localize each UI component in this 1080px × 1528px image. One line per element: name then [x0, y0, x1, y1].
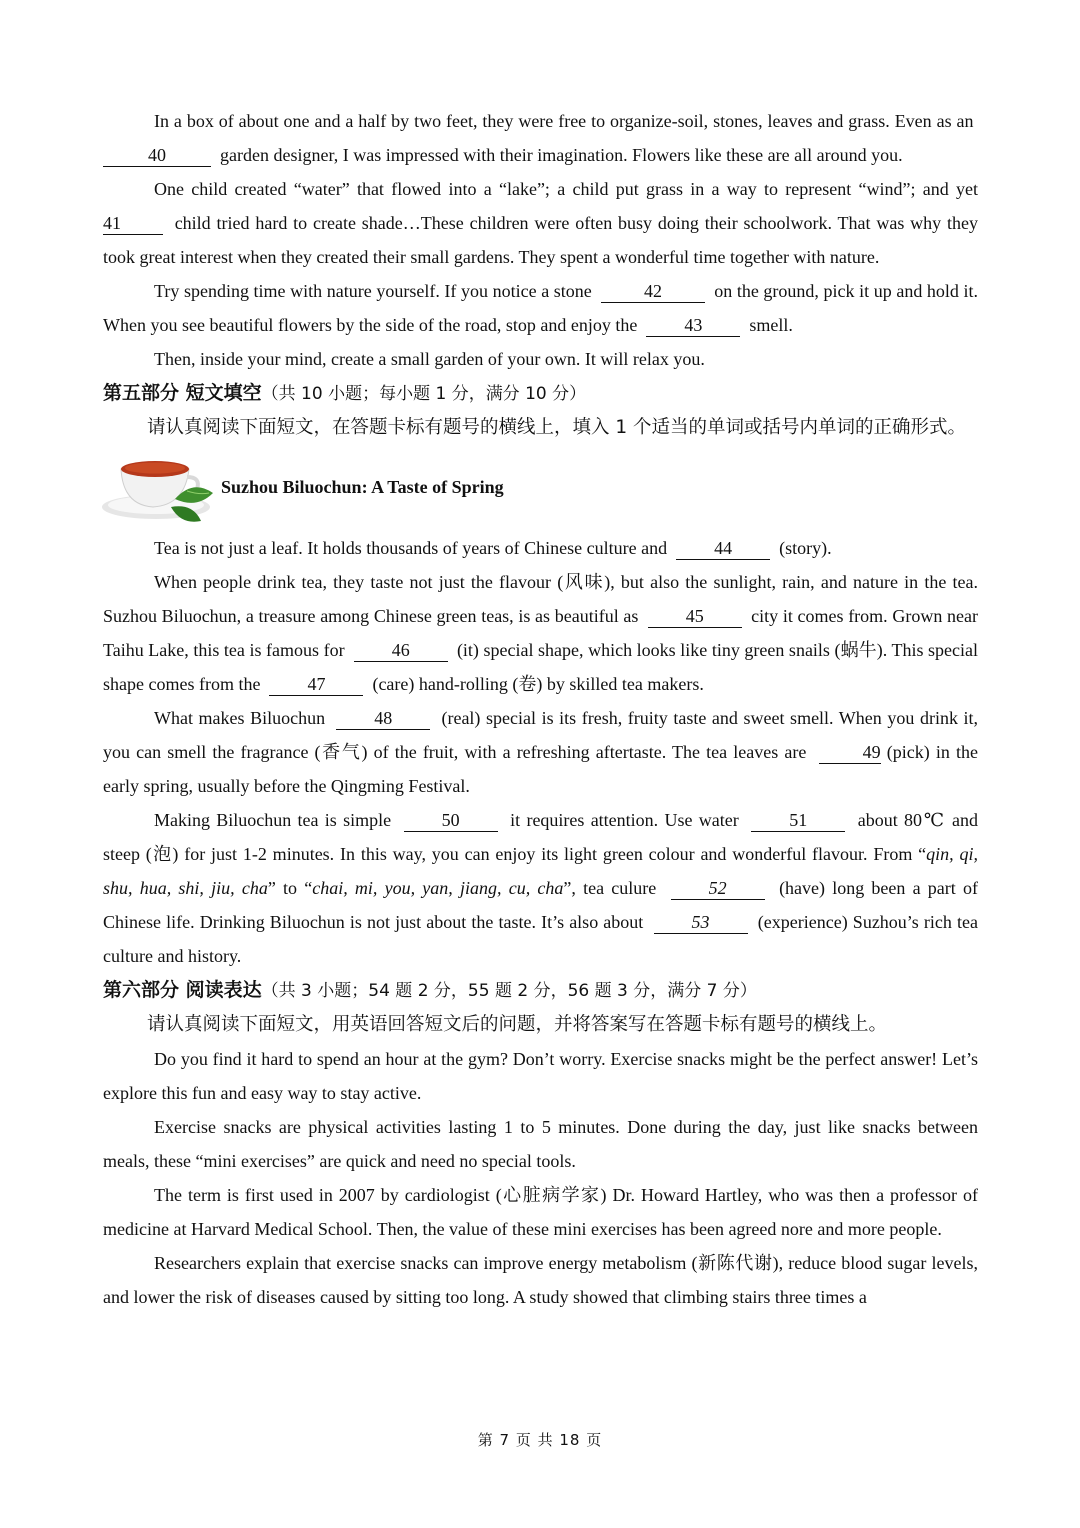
- section-5-heading: 第五部分 短文填空（共 10 小题；每小题 1 分，满分 10 分）: [103, 382, 587, 404]
- paragraph: Making Biluochun tea is simple 50 it requires attention. Use water 51 about 80℃ and steep (泡) for just 1-2 minutes. In this way, you can enjoy its light green colour and wonderful flavour. From “qin, qi, shu, hua, shi, jiu, cha” to “chai, mi, you, yan, jiang, cu, cha”, tea culure 52 (have) long been a part of Chinese life. Drinking Biluochun is not just about the taste. It’s also about 53 (experience) Suzhou’s rich tea culture and history.: [103, 810, 979, 966]
- paragraph: Then, inside your mind, create a small garden of your own. It will relax you.: [154, 349, 705, 369]
- blank-40: 40: [103, 144, 211, 167]
- paragraph: The term is first used in 2007 by cardiologist (心脏病学家) Dr. Howard Hartley, who was then a professor of medicine at Harvard Medical School. Then, the value of these mini exercises has been agreed nore and more people.: [103, 1185, 978, 1239]
- passage-header: [101, 447, 978, 527]
- page-footer: 第 7 页 共 18 页: [477, 1431, 603, 1449]
- paragraph: Exercise snacks are physical activities lasting 1 to 5 minutes. Done during the day, just like snacks between meals, these “mini exercises” are quick and need no special tools.: [103, 1117, 978, 1171]
- blank-49: 49: [819, 741, 881, 764]
- blank-41: 41: [103, 212, 163, 235]
- passage-title: Suzhou Biluochun: A Taste of Spring: [221, 476, 504, 497]
- paragraph: Researchers explain that exercise snacks can improve energy metabolism (新陈代谢), reduce blood sugar levels, and lower the risk of diseases caused by sitting too long. A study showed that climbing stairs three times a: [103, 1253, 978, 1307]
- blank-45: 45: [648, 605, 742, 628]
- section-6-instruction: 请认真阅读下面短文，用英语回答短文后的问题，并将答案写在答题卡标有题号的横线上。: [147, 1014, 888, 1035]
- blank-43: 43: [646, 314, 740, 337]
- blank-51: 51: [751, 809, 845, 832]
- blank-42: 42: [601, 280, 705, 303]
- paragraph: In a box of about one and a half by two feet, they were free to organize-soil, stones, leaves and grass. Even as an 40 garden designer, I was impressed with their imagination. Flowers like these are all around you.: [103, 104, 978, 172]
- blank-52: 52: [671, 877, 765, 900]
- section-5-instruction: 请认真阅读下面短文，在答题卡标有题号的横线上，填入 1 个适当的单词或括号内单词的正确形式。: [147, 417, 967, 438]
- document-page: [103, 104, 978, 1314]
- paragraph: What makes Biluochun 48 (real) special is its fresh, fruity taste and sweet smell. When you drink it, you can smell the fragrance (香气) of the fruit, with a refreshing aftertaste. The tea leaves are 49 (pick) in the early spring, usually before the Qingming Festival.: [103, 708, 979, 796]
- paragraph: One child created “water” that flowed into a “lake”; a child put grass in a way to represent “wind”; and yet 41 child tried hard to create shade…These children were often busy doing their schoolwork. That was why they took great interest when they created their small gardens. They spent a wonderful time together with nature.: [103, 179, 979, 267]
- blank-47: 47: [269, 673, 363, 696]
- blank-50: 50: [404, 809, 498, 832]
- paragraph: When people drink tea, they taste not just the flavour (风味), but also the sunlight, rain, and nature in the tea. Suzhou Biluochun, a treasure among Chinese green teas, is as beautiful as 45 city it comes from. Grown near Taihu Lake, this tea is famous for 46 (it) special shape, which looks like tiny green snails (蜗牛). This special shape comes from the 47 (care) hand-rolling (卷) by skilled tea makers.: [103, 572, 979, 694]
- blank-44: 44: [676, 537, 770, 560]
- blank-53: 53: [654, 911, 748, 934]
- blank-46: 46: [354, 639, 448, 662]
- blank-48: 48: [336, 707, 430, 730]
- section-6-heading: 第六部分 阅读表达（共 3 小题；54 题 2 分，55 题 2 分，56 题 3 分，满分 7 分）: [103, 979, 757, 1001]
- paragraph: Try spending time with nature yourself. If you notice a stone 42 on the ground, pick it up and hold it. When you see beautiful flowers by the side of the road, stop and enjoy the 43 smell.: [103, 281, 979, 335]
- teacup-icon: [101, 447, 219, 527]
- paragraph: Tea is not just a leaf. It holds thousands of years of Chinese culture and 44 (story).: [154, 538, 832, 558]
- paragraph: Do you find it hard to spend an hour at the gym? Don’t worry. Exercise snacks might be the perfect answer! Let’s explore this fun and easy way to stay active.: [103, 1049, 978, 1103]
